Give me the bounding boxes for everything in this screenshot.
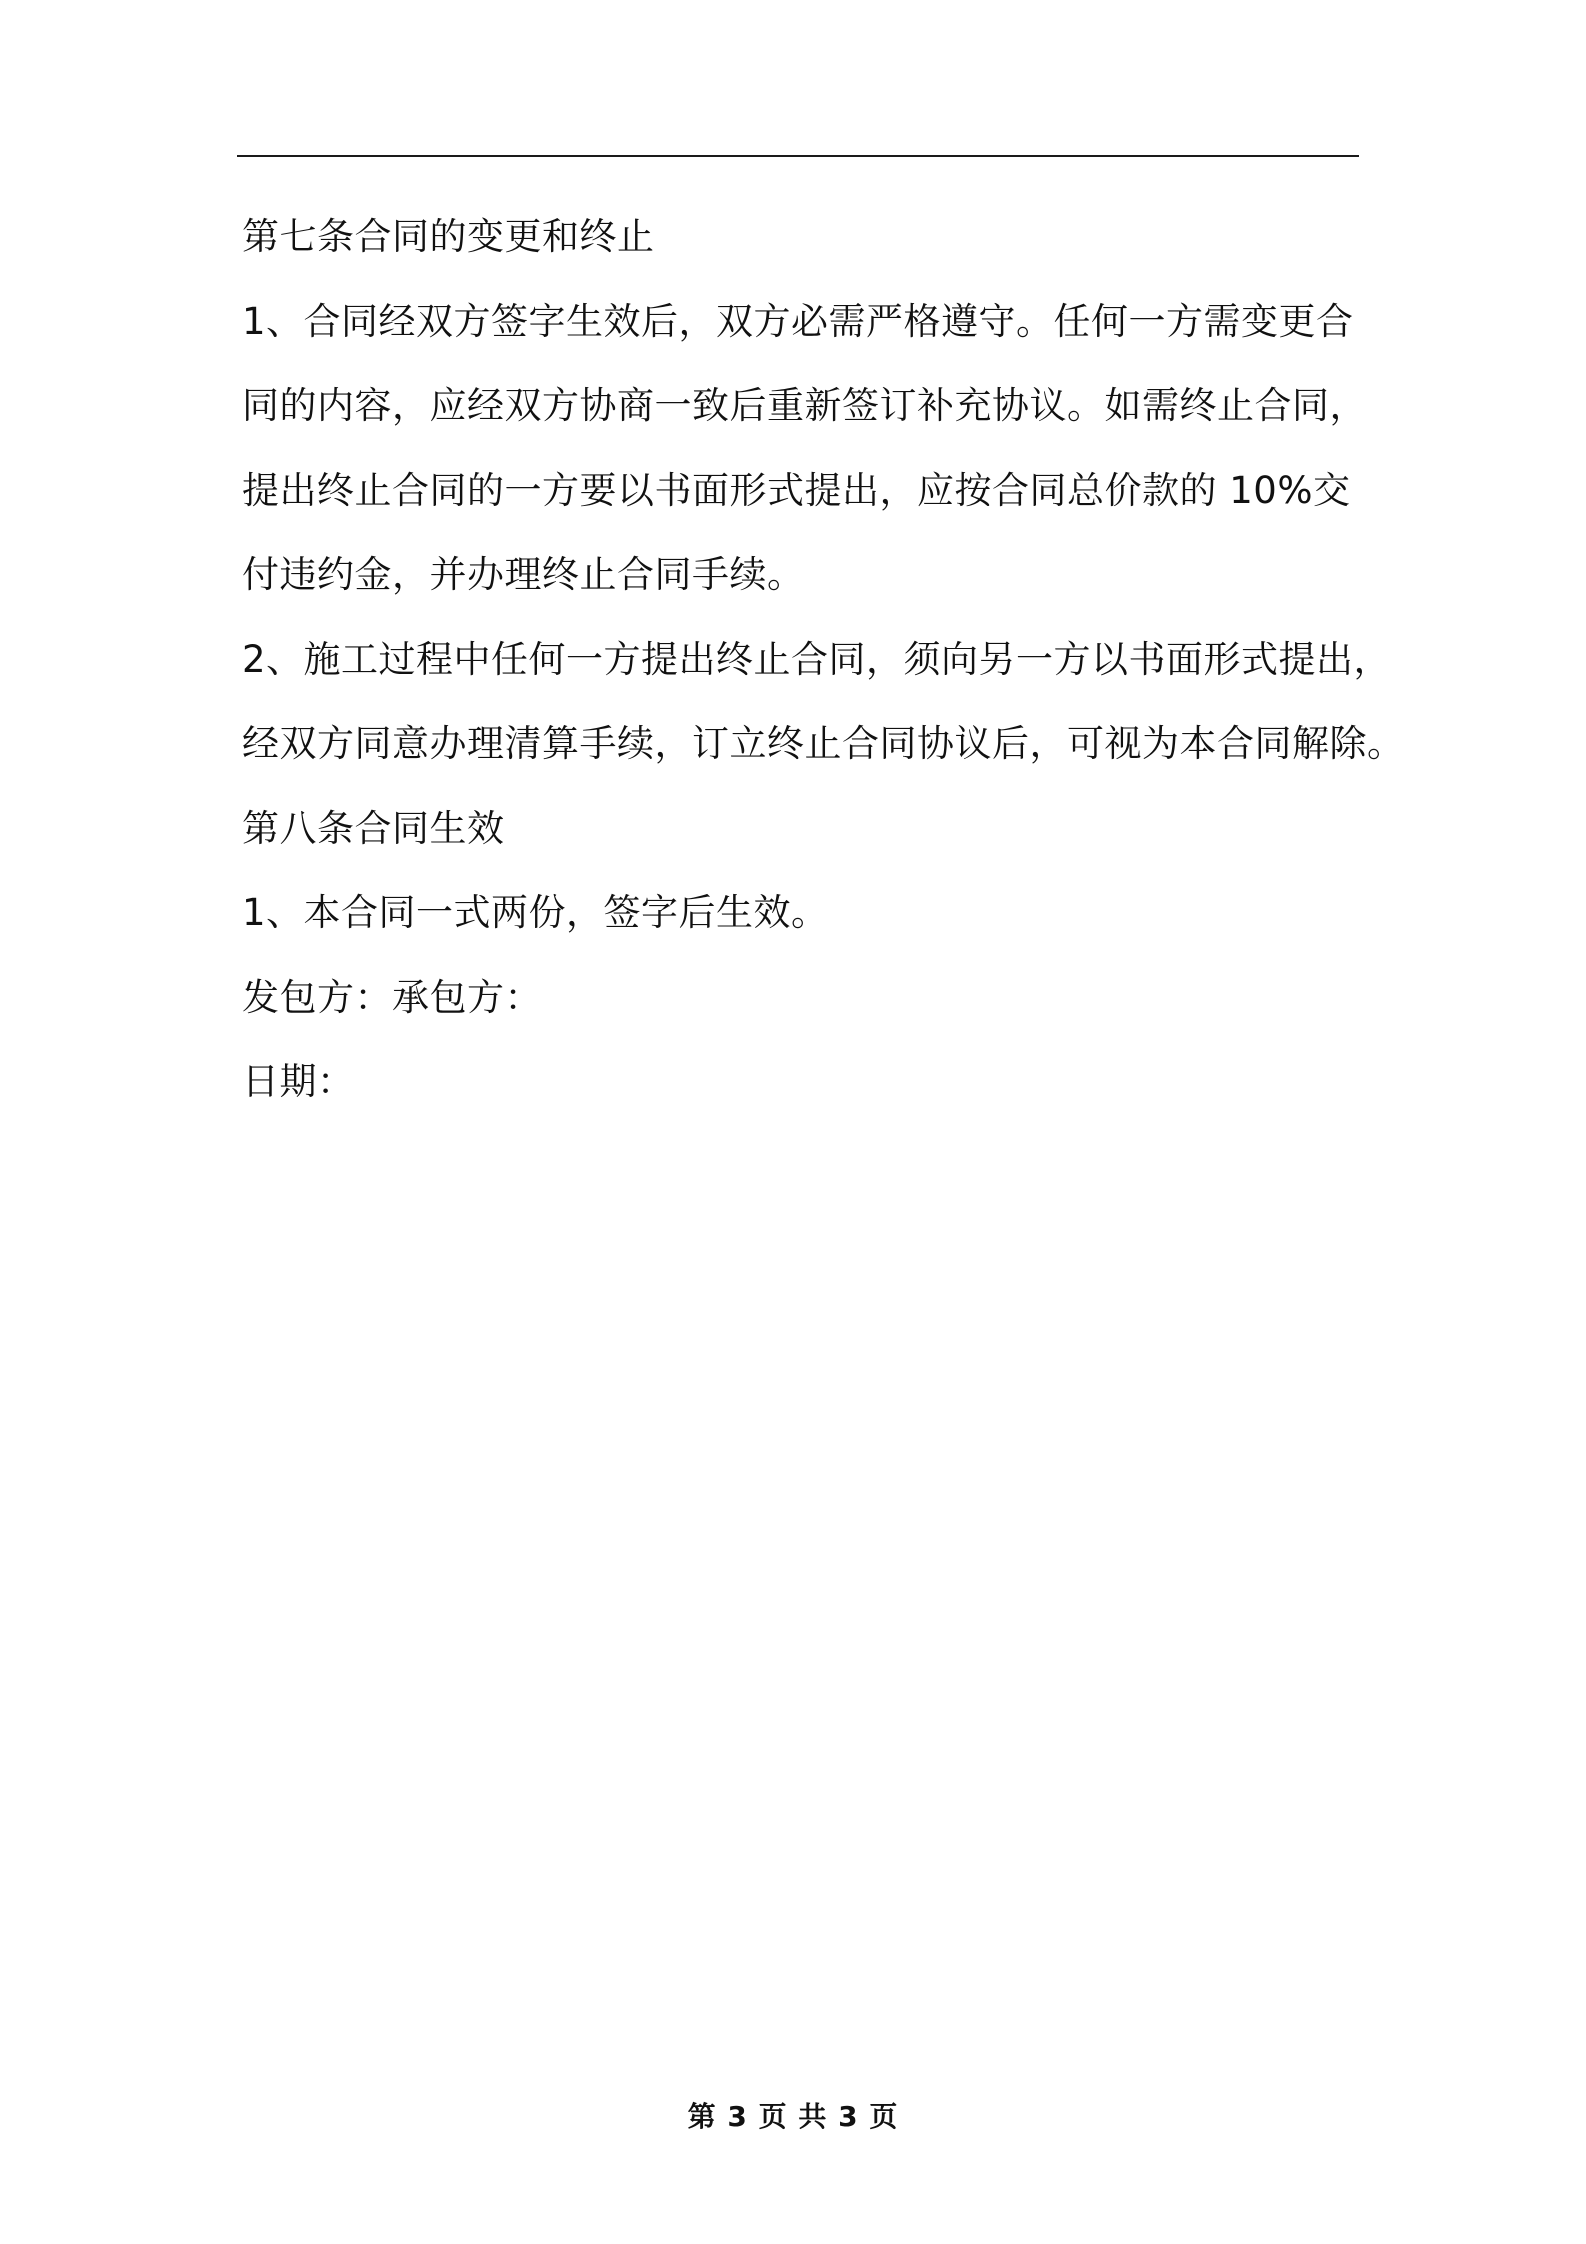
paragraph-line: 付违约金，并办理终止合同手续。 [242,553,805,596]
paragraph-line: 提出终止合同的一方要以书面形式提出，应按合同总价款的 10%交 [242,468,1351,512]
signature-parties: 发包方：承包方： [242,975,542,1019]
paragraph-line: 1、本合同一式两份，签字后生效。 [242,891,829,934]
paragraph-line: 同的内容，应经双方协商一致后重新签订补充协议。如需终止合同， [242,384,1367,427]
signature-date: 日期： [242,1060,355,1103]
section-heading-8: 第八条合同生效 [242,806,505,850]
paragraph-line: 2、施工过程中任何一方提出终止合同，须向另一方以书面形式提出， [242,637,1392,681]
header-rule [237,155,1359,157]
paragraph-line: 1、合同经双方签字生效后，双方必需严格遵守。任何一方需变更合 [242,299,1354,343]
document-body [242,195,1405,1125]
paragraph-line: 经双方同意办理清算手续，订立终止合同协议后，可视为本合同解除。 [242,722,1405,765]
section-heading-7: 第七条合同的变更和终止 [242,215,655,258]
page-number: 第 3 页 共 3 页 [687,2100,899,2133]
